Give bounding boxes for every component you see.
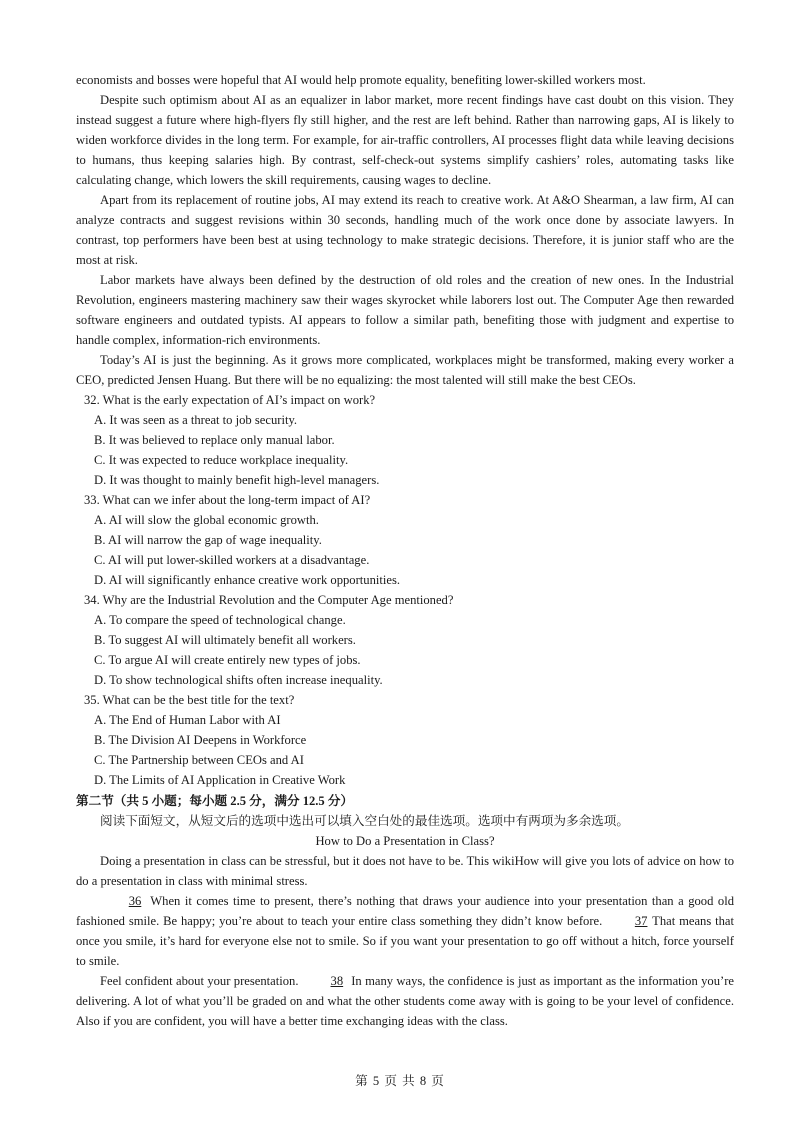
presentation-paragraph-3 (76, 971, 734, 1031)
paragraph-text: Feel confident about your presentation. (100, 974, 302, 988)
page-number: 第 5 页 共 8 页 (355, 1074, 445, 1088)
option-d: D. To show technological shifts often increase inequality. (94, 673, 383, 687)
paragraph-text: When it comes time to present, there’s nothing that draws your audience into your presentation than a good old fashioned smile. Be happy; you’re about to teach your entire class something they didn’t know before. (76, 894, 734, 928)
passage-paragraph-2: Despite such optimism about AI as an equalizer in labor market, more recent findings have cast doubt on this vision. They instead suggest a future where high-flyers fly still higher, and the rest are left behind. Rather than narrowing gaps, AI is likely to widen workforce divides in the long term. For example, for air-traffic controllers, AI processes flight data while leaving decisions to humans, thus keeping salaries high. By contrast, self-check-out systems simplify cashiers’ roles, automating tasks like calculating change, which lowers the skill requirements, causing wages to decline. (76, 93, 734, 187)
option-c: C. To argue AI will create entirely new types of jobs. (94, 653, 361, 667)
question-stem: 35. What can be the best title for the text? (84, 693, 295, 707)
section-instruction: 阅读下面短文，从短文后的选项中选出可以填入空白处的最佳选项。选项中有两项为多余选项。 (100, 814, 629, 828)
option-b: B. To suggest AI will ultimately benefit all workers. (94, 633, 356, 647)
option-a: A. AI will slow the global economic growth. (94, 513, 319, 527)
option-b: B. The Division AI Deepens in Workforce (94, 733, 307, 747)
section-heading: 第二节（共 5 小题；每小题 2.5 分，满分 12.5 分） (76, 794, 354, 808)
option-a: A. It was seen as a threat to job security. (94, 413, 298, 427)
passage-title: How to Do a Presentation in Class? (315, 834, 495, 848)
option-a: A. To compare the speed of technological change. (94, 613, 346, 627)
option-c: C. It was expected to reduce workplace inequality. (94, 453, 349, 467)
passage-paragraph-3: Apart from its replacement of routine jobs, AI may extend its reach to creative work. At A&O Shearman, a law firm, AI can analyze contracts and suggest revisions within 30 seconds, handling much of the work once done by associate lawyers. In contrast, top performers have been best at using technology to make strategic decisions. Therefore, it is junior staff who are the most at risk. (76, 193, 734, 267)
question-stem: 32. What is the early expectation of AI’s impact on work? (84, 393, 376, 407)
question-34 (76, 590, 734, 690)
question-33 (76, 490, 734, 590)
option-c: C. The Partnership between CEOs and AI (94, 753, 304, 767)
question-stem: 33. What can we infer about the long-term impact of AI? (84, 493, 371, 507)
blank-37: 37 (634, 914, 648, 928)
option-d: D. The Limits of AI Application in Creative Work (94, 773, 346, 787)
passage-paragraph-5: Today’s AI is just the beginning. As it grows more complicated, workplaces might be transformed, making every worker a CEO, predicted Jensen Huang. But there will be no equalizing: the most talented will still make the best CEOs. (76, 353, 734, 387)
paragraph-text: In many ways, the confidence is just as important as the information you’re delivering. A lot of what you’ll be graded on and what the other students come away with is going to be your level of confidence. Also if you are confident, you will have a better time exchanging ideas with the class. (76, 974, 734, 1028)
passage-paragraph-1: economists and bosses were hopeful that AI would help promote equality, benefiting lower-skilled workers most. (76, 73, 646, 87)
presentation-paragraph-1: Doing a presentation in class can be stressful, but it does not have to be. This wikiHow will give you lots of advice on how to do a presentation in class with minimal stress. (76, 854, 734, 888)
option-a: A. The End of Human Labor with AI (94, 713, 281, 727)
blank-36: 36 (128, 894, 142, 908)
option-d: D. AI will significantly enhance creative work opportunities. (94, 573, 401, 587)
presentation-paragraph-2 (76, 891, 734, 971)
paragraph-text: That means that once you smile, it’s hard for everyone else not to smile. So if you want your presentation to go off without a hitch, force yourself to smile. (76, 914, 734, 968)
question-35 (76, 690, 734, 790)
blank-38: 38 (330, 974, 344, 988)
question-32 (76, 390, 734, 490)
question-stem: 34. Why are the Industrial Revolution and the Computer Age mentioned? (84, 593, 454, 607)
passage-paragraph-4: Labor markets have always been defined by the destruction of old roles and the creation of new ones. In the Industrial Revolution, engineers mastering machinery saw their wages skyrocket while laborers lost out. The Computer Age then rewarded software engineers and outdated typists. AI appears to follow a similar path, benefiting those with judgment and expertise to handle complex, information-rich environments. (76, 273, 734, 347)
option-d: D. It was thought to mainly benefit high-level managers. (94, 473, 380, 487)
option-b: B. It was believed to replace only manual labor. (94, 433, 335, 447)
option-c: C. AI will put lower-skilled workers at a disadvantage. (94, 553, 370, 567)
option-b: B. AI will narrow the gap of wage inequality. (94, 533, 322, 547)
